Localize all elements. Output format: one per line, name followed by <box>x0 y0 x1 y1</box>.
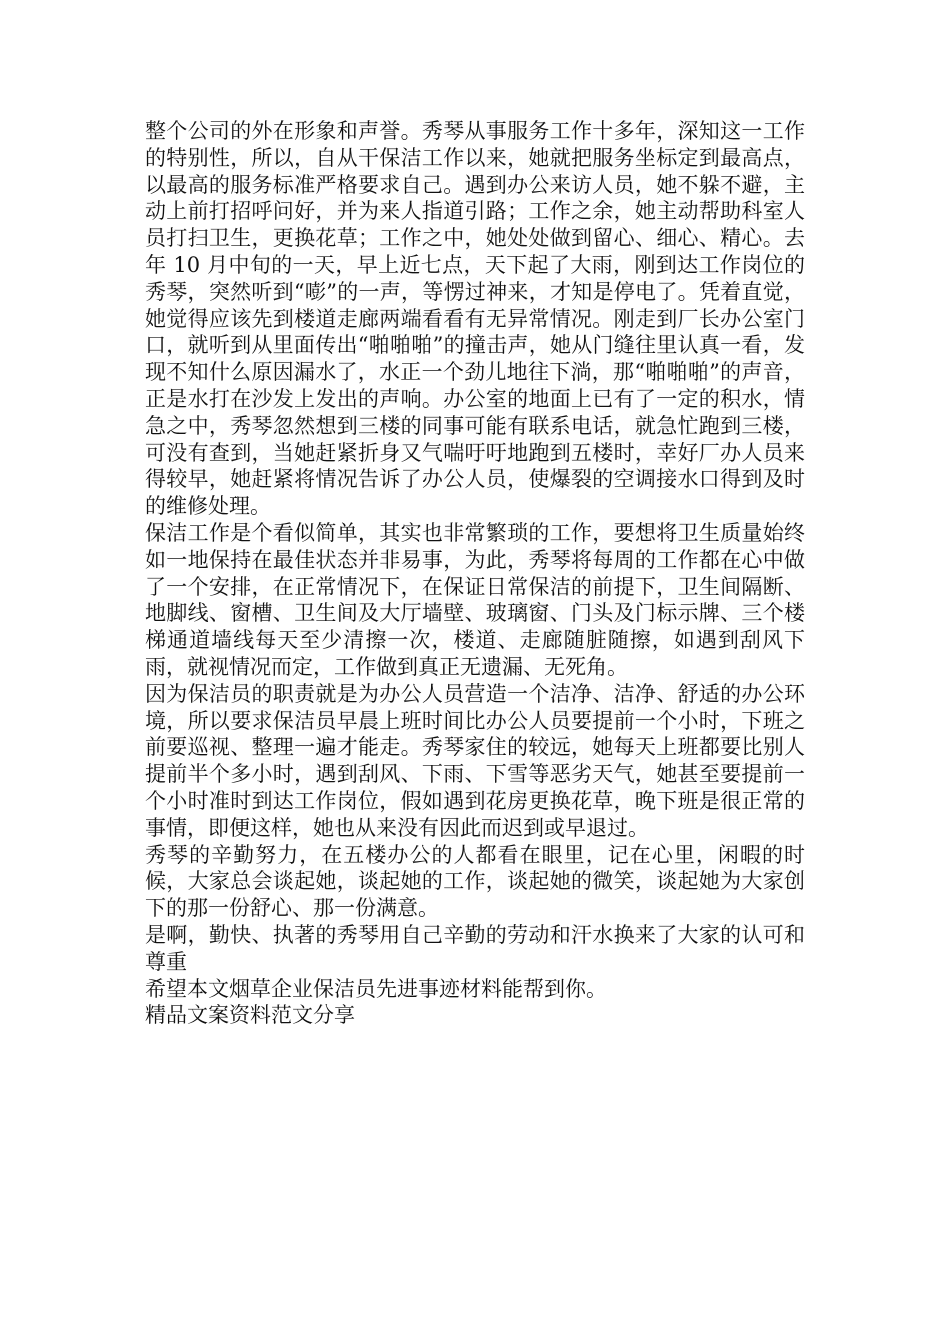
paragraph-closing-note: 希望本文烟草企业保洁员先进事迹材料能帮到你。 <box>145 976 607 1001</box>
paragraph-recognition: 秀琴的辛勤努力，在五楼办公的人都看在眼里，记在心里，闲暇的时候，大家总会谈起她，谈起她的工作，谈起她的微笑，谈起她为大家创下的那一份舒心、那一份满意。 <box>145 842 805 921</box>
paragraph-conclusion: 是啊，勤快、执著的秀琴用自己辛勤的劳动和汗水换来了大家的认可和尊重 <box>145 922 805 974</box>
paragraph-duty-schedule: 因为保洁员的职责就是为办公人员营造一个洁净、洁净、舒适的办公环境，所以要求保洁员早晨上班时间比办公人员要提前一个小时，下班之前要巡视、整理一遍才能走。秀琴家住的较远，她每天上班都要比别人提前半个多小时，遇到刮风、下雨、下雪等恶劣天气，她甚至要提前一个小时准时到达工作岗位，假如遇到花房更换花草，晚下班是很正常的事情，即便这样，她也从来没有因此而迟到或早退过。 <box>145 681 805 840</box>
paragraph-incident-story: 整个公司的外在形象和声誉。秀琴从事服务工作十多年，深知这一工作的特别性，所以，自从干保洁工作以来，她就把服务坐标定到最高点，以最高的服务标准严格要求自己。遇到办公来访人员，她不躲不避，主动上前打招呼问好，并为来人指道引路；工作之余，她主动帮助科室人员打扫卫生，更换花草；工作之中，她处处做到留心、细心、精心。去年 10 月中旬的一天，早上近七点，天下起了大雨，刚到达工作岗位的秀琴，突然听到“嘭”的一声，等愣过神来，才知是停电了。凭着直觉，她觉得应该先到楼道走廊两端看看有无异常情况。刚走到厂长办公室门口，就听到从里面传出“啪啪啪”的撞击声，她从门缝往里认真一看，发现不知什么原因漏水了，水正一个劲儿地往下淌，那“啪啪啪”的声音，正是水打在沙发上发出的声响。办公室的地面上已有了一定的积水，情急之中，秀琴忽然想到三楼的同事可能有联系电话，就急忙跑到三楼，可没有查到，当她赶紧折身又气喘吁吁地跑到五楼时，幸好厂办人员来得较早，她赶紧将情况告诉了办公人员，使爆裂的空调接水口得到及时的维修处理。 <box>145 119 805 519</box>
document-body <box>145 118 805 1029</box>
paragraph-cleaning-routine: 保洁工作是个看似简单，其实也非常繁琐的工作，要想将卫生质量始终如一地保持在最佳状态并非易事，为此，秀琴将每周的工作都在心中做了一个安排，在正常情况下，在保证日常保洁的前提下，卫生间隔断、地脚线、窗槽、卫生间及大厅墙壁、玻璃窗、门头及门标示牌、三个楼梯通道墙线每天至少清擦一次，楼道、走廊随脏随擦，如遇到刮风下雨，就视情况而定，工作做到真正无遗漏、无死角。 <box>145 520 805 679</box>
paragraph-footer-tagline: 精品文案资料范文分享 <box>145 1003 355 1028</box>
